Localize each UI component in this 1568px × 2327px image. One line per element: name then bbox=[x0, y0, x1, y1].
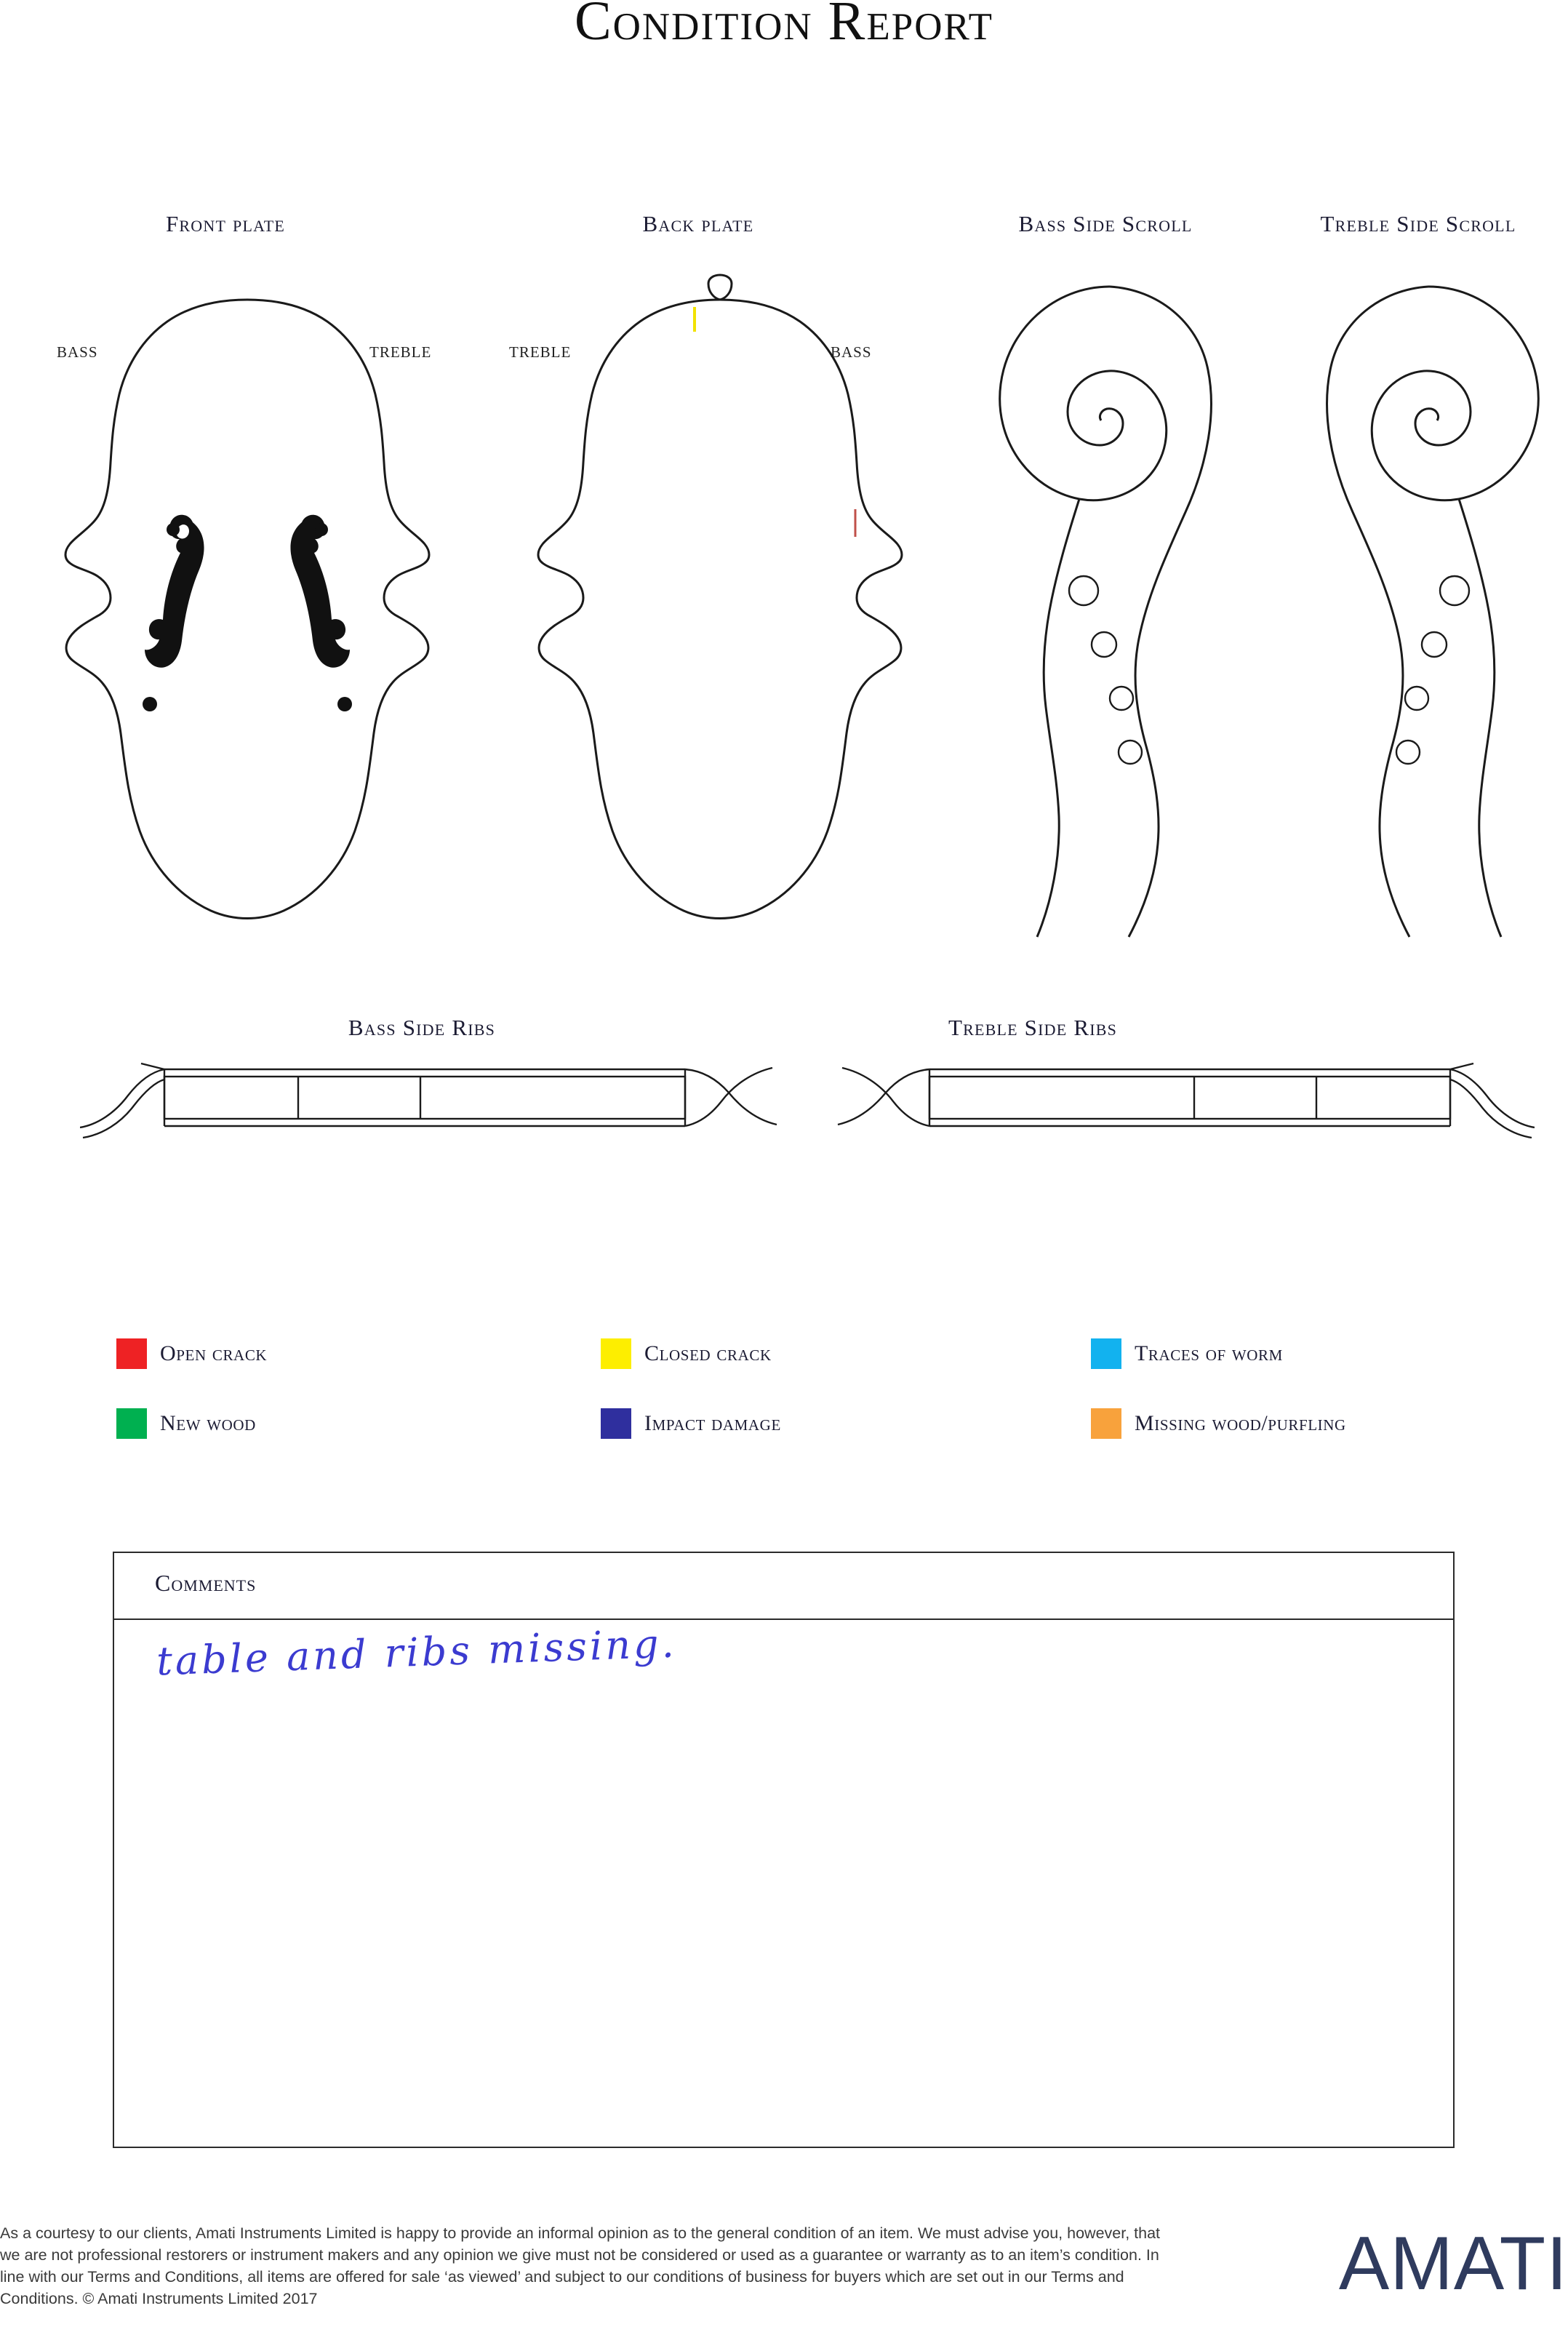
caption-front-plate: Front plate bbox=[165, 211, 286, 236]
legend-swatch-open-crack-icon bbox=[116, 1338, 147, 1369]
front-plate-diagram bbox=[44, 284, 451, 960]
legend-item-new-wood bbox=[116, 1408, 256, 1439]
legend bbox=[109, 1338, 1505, 1455]
back-plate-bass-label: BASS bbox=[831, 343, 872, 361]
treble-side-ribs-diagram bbox=[836, 1047, 1535, 1157]
legend-item-missing-wood-purfling bbox=[1091, 1408, 1346, 1439]
legend-swatch-missing-wood-purfling-icon bbox=[1091, 1408, 1121, 1439]
legend-item-impact-damage bbox=[601, 1408, 781, 1439]
comments-title: Comments bbox=[155, 1570, 257, 1596]
legend-item-traces-of-worm bbox=[1091, 1338, 1283, 1369]
caption-bass-side-scroll: Bass Side Scroll bbox=[1018, 211, 1193, 236]
caption-treble-side-scroll: Treble Side Scroll bbox=[1320, 211, 1516, 236]
amati-logo: AMATI bbox=[1338, 2222, 1568, 2306]
legend-label-new-wood: New wood bbox=[160, 1411, 256, 1435]
back-plate-treble-label: TREBLE bbox=[509, 343, 572, 361]
caption-treble-side-ribs: Treble Side Ribs bbox=[948, 1015, 1118, 1040]
legend-item-open-crack bbox=[116, 1338, 267, 1369]
legend-label-impact-damage: Impact damage bbox=[644, 1411, 781, 1435]
legend-label-missing-wood-purfling: Missing wood/purfling bbox=[1135, 1411, 1346, 1435]
page-title: Condition Report bbox=[574, 0, 994, 52]
legend-label-closed-crack: Closed crack bbox=[644, 1341, 772, 1365]
legend-swatch-impact-damage-icon bbox=[601, 1408, 631, 1439]
legend-label-traces-of-worm: Traces of worm bbox=[1135, 1341, 1283, 1365]
front-plate-bass-label: BASS bbox=[57, 343, 98, 361]
legend-swatch-new-wood-icon bbox=[116, 1408, 147, 1439]
front-plate-treble-label: TREBLE bbox=[369, 343, 432, 361]
bass-side-ribs-diagram bbox=[80, 1047, 778, 1157]
treble-side-scroll-diagram bbox=[1280, 276, 1568, 953]
comments-header bbox=[114, 1553, 1453, 1620]
caption-bass-side-ribs: Bass Side Ribs bbox=[348, 1015, 496, 1040]
footer-disclaimer: As a courtesy to our clients, Amati Instruments Limited is happy to provide an informal opinion as to the general condition of an item. We must advise you, however, that we are not professional restorers or instrument makers and any opinion we give must not be considered or used as a guarantee or warranty as to an item’s condition. In line with our Terms and Conditions, all items are offered for sale ‘as viewed’ and subject to our conditions of business for buyers which are set out in our Terms and Conditions. © Amati Instruments Limited 2017 bbox=[0, 2224, 1161, 2307]
legend-swatch-closed-crack-icon bbox=[601, 1338, 631, 1369]
bass-side-scroll-diagram bbox=[967, 276, 1258, 953]
legend-label-open-crack: Open crack bbox=[160, 1341, 268, 1365]
caption-back-plate: Back plate bbox=[642, 211, 754, 236]
legend-swatch-traces-of-worm-icon bbox=[1091, 1338, 1121, 1369]
legend-item-closed-crack bbox=[601, 1338, 772, 1369]
back-plate-diagram bbox=[516, 262, 924, 960]
comments-handwritten-value: table and ribs missing. bbox=[156, 1620, 678, 1685]
